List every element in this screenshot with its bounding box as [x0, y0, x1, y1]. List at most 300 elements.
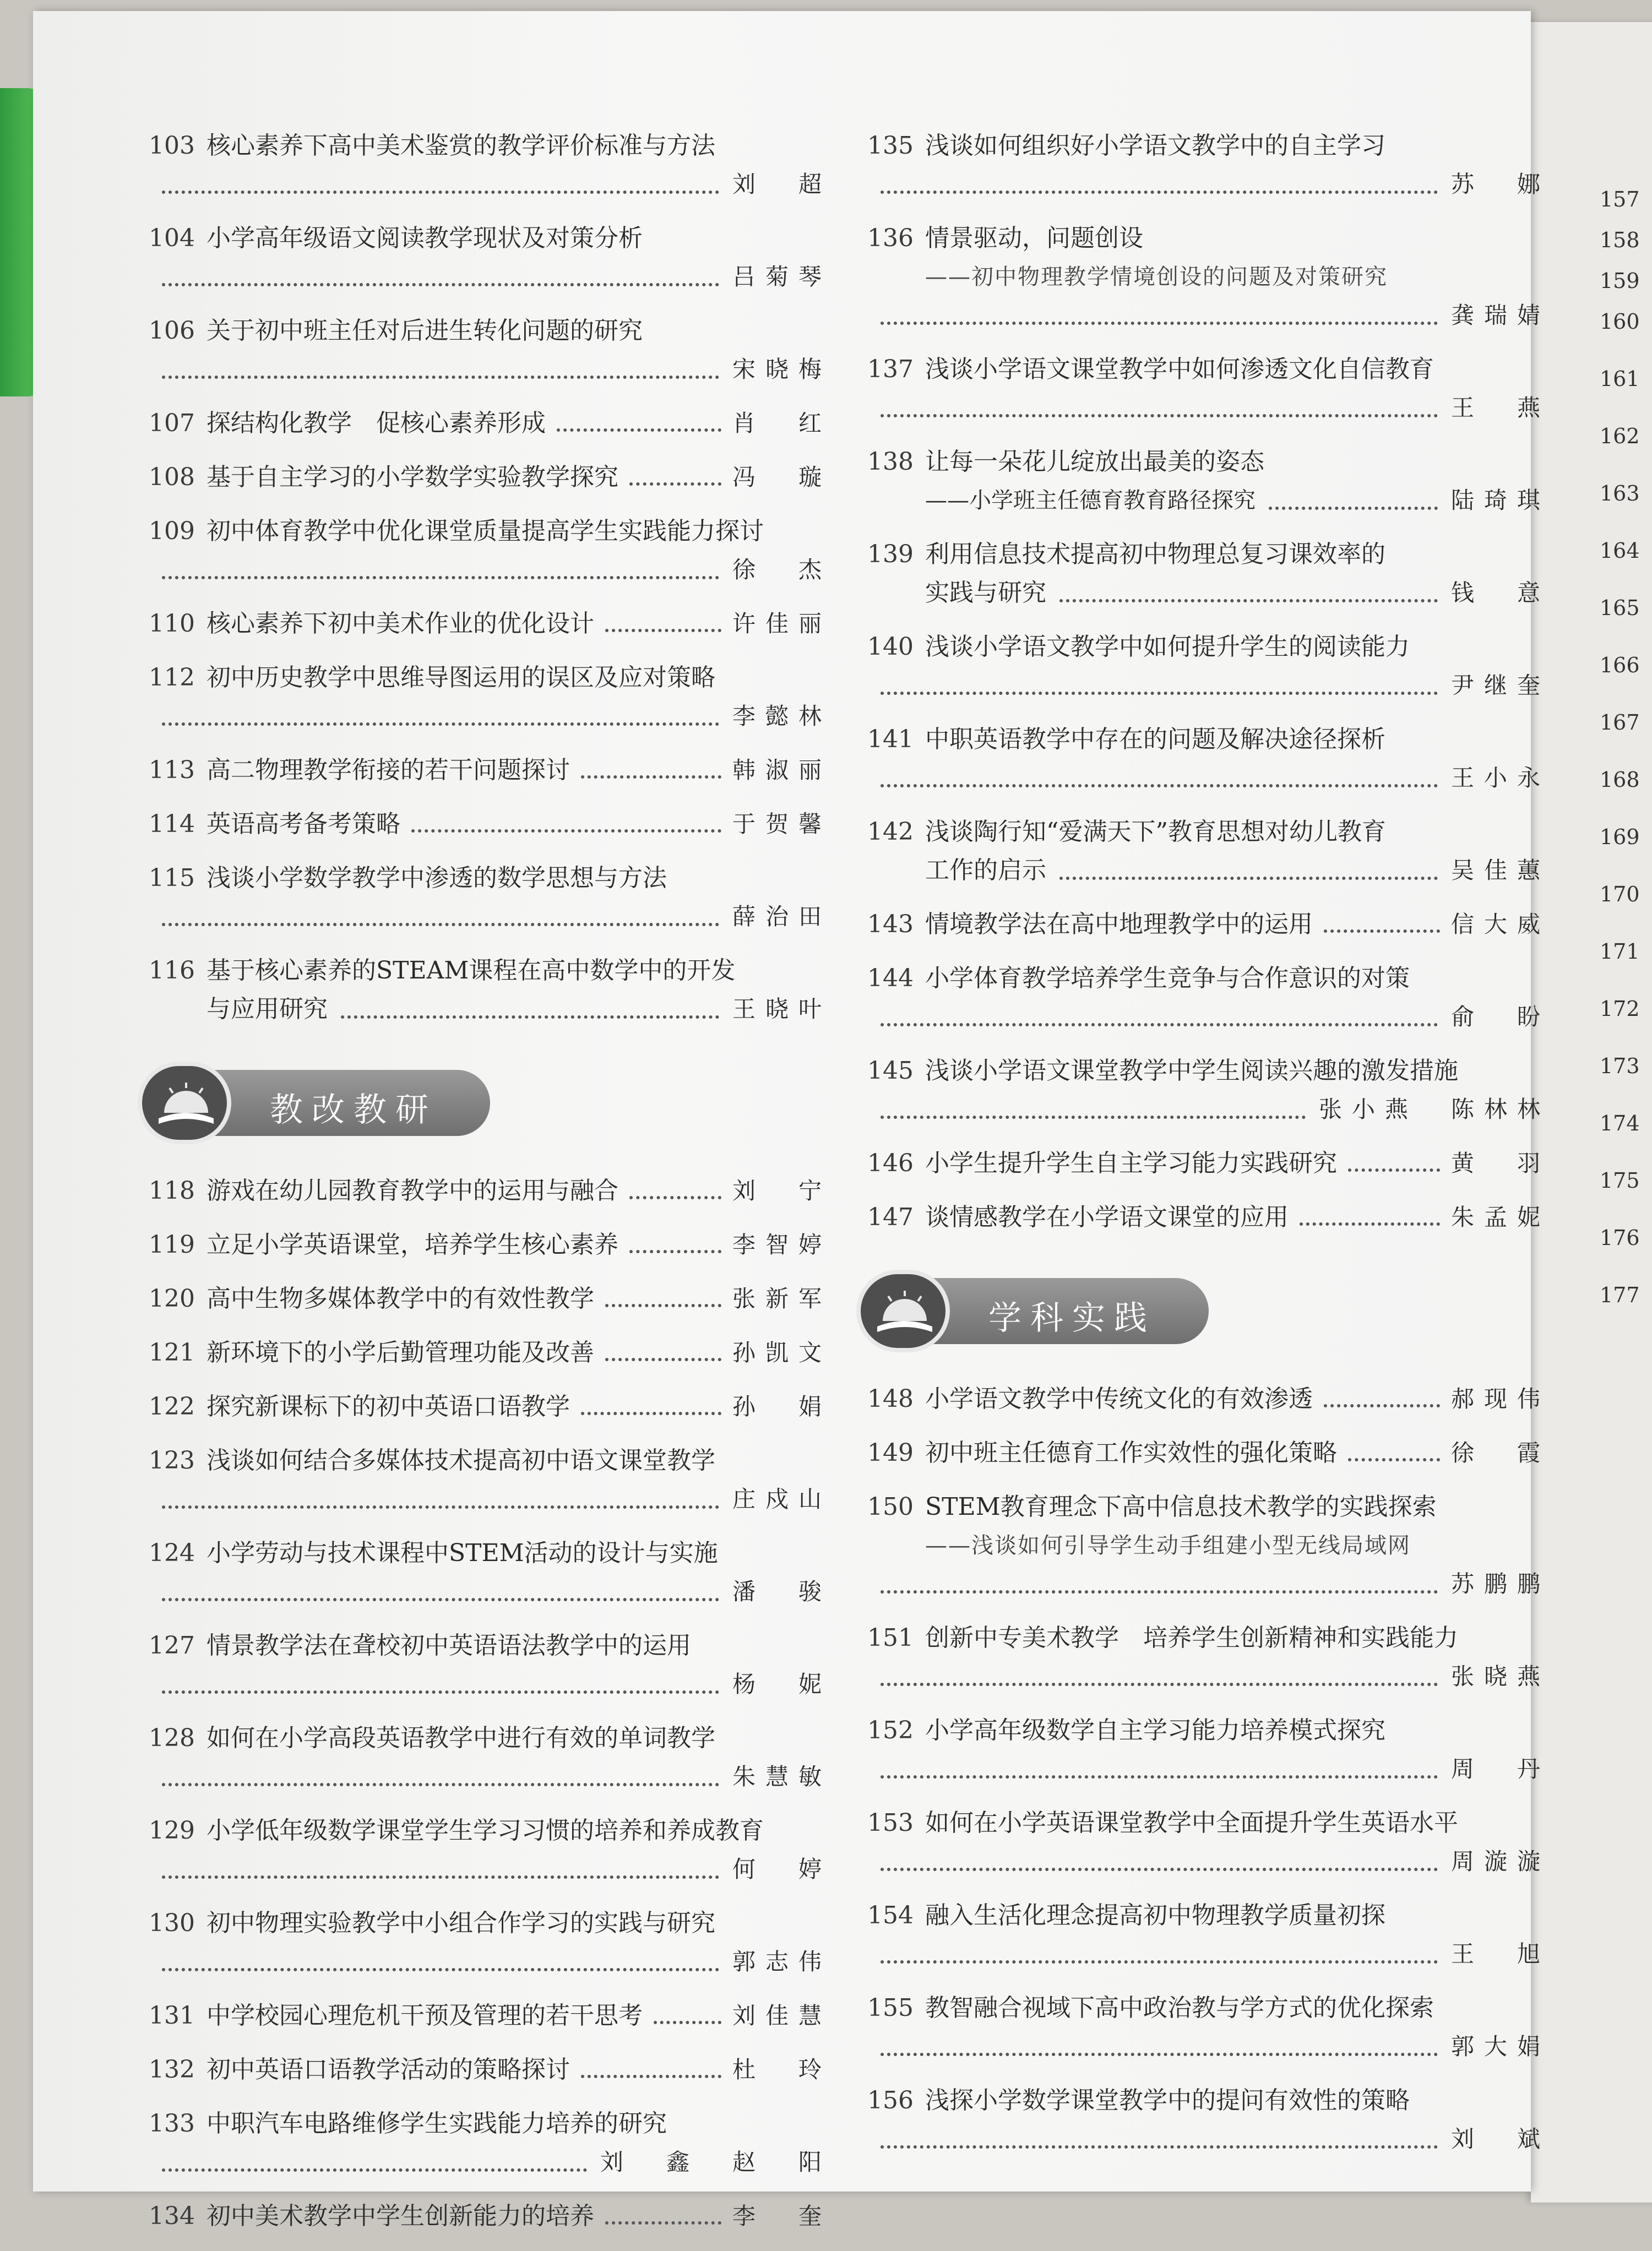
toc-entry — [149, 1388, 832, 1426]
article-title: 利用信息技术提高初中物理总复习课效率的 — [925, 540, 1385, 568]
author-name: 朱慧敏 — [732, 1763, 832, 1790]
toc-entry — [149, 951, 832, 1029]
author-name: 刘 鑫 赵 阳 — [600, 2149, 832, 2176]
toc-entry — [149, 2197, 832, 2236]
toc-entry — [149, 859, 832, 936]
page-number: 106 — [149, 317, 195, 345]
article-title: 小学体育教学培养学生竞争与合作意识的对策 — [925, 964, 1410, 992]
author-name: 郝现伟 — [1450, 1385, 1550, 1412]
edge-page-number: 172 — [1600, 997, 1640, 1021]
page-number: 107 — [149, 409, 195, 437]
dot-leader — [881, 316, 1438, 325]
page-number: 154 — [867, 1901, 914, 1929]
dot-leader — [881, 1110, 1306, 1119]
toc-entry — [867, 813, 1550, 890]
dot-leader — [411, 824, 721, 833]
edge-page-number: 168 — [1600, 768, 1640, 792]
article-title: 浅谈小学语文教学中如何提升学生的阅读能力 — [925, 633, 1410, 661]
toc-entry — [149, 1997, 832, 2035]
toc-entry — [867, 2081, 1550, 2158]
author-line — [867, 1565, 1550, 1603]
section-header-jiaogai — [138, 1062, 490, 1144]
article-title: 谈情感教学在小学语文课堂的应用 — [925, 1203, 1289, 1231]
toc-entry — [867, 1711, 1550, 1788]
toc-entry — [867, 959, 1550, 1036]
page-number: 153 — [867, 1809, 914, 1837]
edge-page-number: 175 — [1600, 1168, 1640, 1193]
toc-entry — [867, 350, 1550, 427]
toc-entry-line — [149, 1997, 832, 2035]
page-number: 142 — [867, 818, 914, 846]
title-continuation-line — [867, 574, 1550, 612]
author-name: 杜 玲 — [732, 2056, 832, 2083]
article-title: 探结构化教学 促核心素养形成 — [206, 409, 546, 437]
author-name: 吕菊琴 — [732, 263, 832, 290]
toc-entry — [149, 1334, 832, 1372]
author-name: 肖 红 — [732, 410, 832, 437]
toc-entry — [867, 443, 1550, 520]
page-number: 143 — [867, 910, 914, 938]
author-name: 张晓燕 — [1450, 1663, 1550, 1690]
toc-entry — [867, 628, 1550, 705]
page-number: 155 — [867, 1994, 914, 2022]
toc-entry-title-line — [867, 2081, 1550, 2120]
author-name: 潘 骏 — [732, 1578, 832, 1605]
edge-page-number: 163 — [1600, 481, 1640, 505]
author-line — [867, 1750, 1550, 1788]
dot-leader — [1324, 924, 1440, 933]
dot-leader — [605, 2216, 721, 2225]
article-title: 高中生物多媒体教学中的有效性教学 — [206, 1285, 594, 1313]
article-title: 情境教学法在高中地理教学中的运用 — [925, 910, 1313, 938]
dot-leader — [881, 1770, 1438, 1779]
toc-entry-title-line — [149, 1719, 832, 1758]
toc-entry — [867, 535, 1550, 612]
author-line — [149, 2143, 832, 2182]
article-title: 小学生提升学生自主学习能力实践研究 — [925, 1149, 1337, 1177]
dot-leader — [881, 1018, 1438, 1026]
toc-entry-title-line — [867, 127, 1550, 165]
section-header-xueke — [856, 1270, 1209, 1352]
article-title: 如何在小学英语课堂教学中全面提升学生英语水平 — [925, 1809, 1458, 1837]
author-line — [149, 1943, 832, 1981]
article-title: 小学高年级语文阅读教学现状及对策分析 — [206, 224, 643, 252]
author-name: 何 婷 — [732, 1856, 832, 1883]
article-title: 探究新课标下的初中英语口语教学 — [206, 1393, 570, 1421]
toc-entry — [149, 1719, 832, 1796]
author-name: 龚瑞婧 — [1450, 302, 1550, 329]
edge-page-number: 165 — [1600, 596, 1640, 620]
toc-entry-title-line — [149, 1442, 832, 1480]
author-name: 张小燕 陈林林 — [1318, 1096, 1550, 1123]
page-number: 103 — [149, 132, 195, 160]
toc-entry-line — [867, 905, 1550, 944]
author-name: 李懿林 — [732, 703, 832, 730]
toc-entry — [149, 1534, 832, 1611]
article-title: 小学低年级数学课堂学生学习习惯的培养和养成教育 — [206, 1817, 764, 1845]
author-name: 信大威 — [1450, 911, 1550, 938]
toc-entry — [867, 1144, 1550, 1183]
toc-entry-title-line — [867, 628, 1550, 666]
author-name: 冯 璇 — [732, 464, 832, 491]
dot-leader — [162, 2163, 587, 2172]
dot-leader — [1300, 1217, 1440, 1226]
article-title: 游戏在幼儿园教育教学中的运用与融合 — [206, 1177, 618, 1205]
article-title-continued: 工作的启示 — [925, 856, 1046, 884]
page-number: 139 — [867, 540, 914, 568]
page-number: 108 — [149, 463, 195, 491]
author-name: 刘 斌 — [1450, 2125, 1550, 2152]
dot-leader — [1269, 501, 1438, 510]
page-number: 147 — [867, 1203, 914, 1231]
page-number: 116 — [149, 956, 195, 985]
page-number: 137 — [867, 355, 914, 383]
page-number: 119 — [149, 1231, 195, 1259]
sun-book-icon — [138, 1062, 231, 1144]
article-title: 融入生活化理念提高初中物理教学质量初探 — [925, 1901, 1385, 1929]
page-number: 123 — [149, 1447, 195, 1475]
dot-leader — [881, 1862, 1438, 1871]
left-entries-top — [149, 127, 832, 1029]
dot-leader — [1324, 1399, 1440, 1407]
article-title: 情景教学法在聋校初中英语语法教学中的运用 — [206, 1632, 691, 1660]
toc-entry-title-line — [149, 312, 832, 350]
dot-leader — [605, 1298, 721, 1307]
subtitle-line — [867, 481, 1550, 520]
dot-leader — [881, 185, 1438, 194]
toc-entry-title-line — [149, 1627, 832, 1665]
author-name: 徐 霞 — [1450, 1439, 1550, 1466]
toc-entry-line — [149, 404, 832, 443]
toc-entry — [149, 404, 832, 443]
dot-leader — [881, 1677, 1438, 1686]
toc-entry-title-line — [149, 659, 832, 697]
dot-leader — [162, 1500, 719, 1509]
author-name: 许佳丽 — [732, 610, 832, 637]
toc-entry-line — [867, 1198, 1550, 1237]
toc-entry-title-line — [149, 219, 832, 258]
toc-entry-line — [867, 1380, 1550, 1418]
dot-leader — [1348, 1453, 1440, 1461]
author-name: 黄 羽 — [1450, 1150, 1550, 1177]
author-line — [867, 389, 1550, 427]
dot-leader — [1059, 594, 1438, 602]
author-line — [149, 165, 832, 204]
dot-leader — [162, 1685, 719, 1694]
toc-entry-title-line — [867, 1619, 1550, 1657]
author-name: 刘 超 — [732, 171, 832, 198]
toc-entry-line — [149, 1226, 832, 1264]
article-title: 基于自主学习的小学数学实验教学探究 — [206, 463, 618, 491]
article-title: 浅谈陶行知“爱满天下”教育思想对幼儿教育 — [925, 818, 1386, 846]
toc-entry-title-line — [149, 1812, 832, 1850]
toc-entry-title-line — [867, 1052, 1550, 1090]
article-title: 立足小学英语课堂，培养学生核心素养 — [206, 1231, 618, 1259]
author-line — [867, 1842, 1550, 1881]
toc-entry-title-line — [149, 127, 832, 165]
dot-leader — [881, 2047, 1438, 2056]
author-name: 钱 意 — [1450, 579, 1550, 606]
toc-entry — [867, 905, 1550, 944]
left-column — [149, 127, 832, 2251]
toc-entry — [149, 458, 832, 497]
author-line — [867, 2027, 1550, 2066]
toc-entry — [867, 1198, 1550, 1237]
toc-entry — [867, 1434, 1550, 1472]
dot-leader — [162, 1870, 719, 1879]
right-column — [867, 127, 1550, 2174]
article-title: 浅探小学数学课堂教学中的提问有效性的策略 — [925, 2086, 1410, 2114]
toc-entry — [149, 805, 832, 844]
edge-page-number: 162 — [1600, 424, 1640, 448]
article-title: 如何在小学高段英语教学中进行有效的单词教学 — [206, 1724, 715, 1752]
left-entries-bottom — [149, 1172, 832, 2236]
page-number: 104 — [149, 224, 195, 252]
right-entries-top — [867, 127, 1550, 1237]
toc-entry-line — [867, 1144, 1550, 1183]
article-title: 中职汽车电路维修学生实践能力培养的研究 — [206, 2109, 667, 2138]
toc-entry-title-line — [867, 1711, 1550, 1750]
edge-page-number: 166 — [1600, 653, 1640, 677]
dot-leader — [581, 1406, 721, 1415]
toc-entry-title-line — [149, 2105, 832, 2143]
toc-entry-title-line — [149, 1534, 832, 1573]
toc-entry-line — [149, 1334, 832, 1372]
toc-entry — [149, 512, 832, 589]
author-name: 张新军 — [732, 1285, 832, 1312]
author-name: 宋晓梅 — [732, 356, 832, 383]
author-line — [867, 296, 1550, 335]
toc-entry — [149, 1442, 832, 1519]
article-title: 浅谈小学语文课堂教学中如何渗透文化自信教育 — [925, 355, 1434, 383]
toc-page — [33, 11, 1550, 2230]
toc-entry-title-line — [149, 951, 832, 990]
edge-page-number: 171 — [1600, 939, 1640, 964]
toc-entry-title-line — [149, 512, 832, 551]
page-number: 156 — [867, 2086, 914, 2114]
page-number: 129 — [149, 1817, 195, 1845]
dot-leader — [162, 370, 719, 379]
toc-entry — [867, 1619, 1550, 1696]
dot-leader — [162, 570, 719, 579]
article-title: 新环境下的小学后勤管理功能及改善 — [206, 1339, 594, 1367]
dot-leader — [162, 917, 719, 926]
author-line — [149, 898, 832, 936]
page-number: 133 — [149, 2109, 195, 2138]
page-number: 124 — [149, 1539, 195, 1567]
toc-entry — [149, 219, 832, 296]
dot-leader — [581, 770, 721, 779]
toc-entry — [149, 751, 832, 790]
article-title: 英语高考备考策略 — [206, 810, 400, 838]
toc-entry — [867, 1380, 1550, 1418]
article-title: 让每一朵花儿绽放出最美的姿态 — [925, 448, 1264, 476]
edge-page-number: 170 — [1600, 882, 1640, 906]
toc-entry-title-line — [867, 813, 1550, 851]
page-number: 145 — [867, 1057, 914, 1085]
page-number: 152 — [867, 1716, 914, 1744]
right-entries-bottom — [867, 1380, 1550, 2158]
toc-entry — [149, 1812, 832, 1889]
article-title-continued: 实践与研究 — [925, 579, 1046, 607]
edge-page-number: 173 — [1600, 1054, 1640, 1078]
dot-leader — [581, 2069, 721, 2078]
section-title: 学科实践 — [988, 1299, 1156, 1337]
edge-page-numbers — [1600, 187, 1640, 1340]
author-name: 韩淑丽 — [732, 757, 832, 784]
dot-leader — [557, 423, 721, 432]
page-number: 150 — [867, 1493, 914, 1521]
dot-leader — [162, 1592, 719, 1601]
author-name: 杨 妮 — [732, 1671, 832, 1698]
toc-entry-line — [149, 605, 832, 643]
article-subtitle: ——小学班主任德育教育路径探究 — [925, 488, 1256, 513]
dot-leader — [341, 1010, 719, 1019]
author-line — [867, 165, 1550, 204]
author-name: 周漩漩 — [1450, 1848, 1550, 1875]
toc-entry-title-line — [149, 859, 832, 898]
page-number: 121 — [149, 1339, 195, 1367]
author-line — [867, 2120, 1550, 2158]
article-title: 浅谈小学数学教学中渗透的数学思想与方法 — [206, 864, 667, 892]
author-line — [149, 1665, 832, 1704]
edge-page-number: 169 — [1600, 825, 1640, 849]
article-title: 情景驱动，问题创设 — [925, 224, 1143, 252]
article-title: 核心素养下初中美术作业的优化设计 — [206, 610, 594, 638]
page-number: 112 — [149, 664, 195, 692]
toc-entry-line — [149, 805, 832, 844]
edge-page-number: 157 — [1600, 187, 1640, 211]
page-number: 109 — [149, 517, 195, 545]
toc-entry-line — [149, 1172, 832, 1210]
dot-leader — [605, 1352, 721, 1361]
page-number: 140 — [867, 633, 914, 661]
author-name: 周 丹 — [1450, 1755, 1550, 1782]
edge-page-number: 176 — [1600, 1226, 1640, 1250]
dot-leader — [881, 1955, 1438, 1964]
page-number: 114 — [149, 810, 195, 838]
article-title: 小学高年级数学自主学习能力培养模式探究 — [925, 1716, 1385, 1744]
author-name: 李智婷 — [732, 1231, 832, 1258]
author-name: 尹继奎 — [1450, 672, 1550, 699]
page-number: 149 — [867, 1439, 914, 1467]
toc-entry — [149, 605, 832, 643]
toc-entry — [149, 659, 832, 736]
edge-page-number: 158 — [1600, 228, 1640, 252]
page-number: 134 — [149, 2202, 195, 2230]
toc-entry-line — [149, 2051, 832, 2089]
dot-leader — [162, 278, 719, 286]
page-number: 127 — [149, 1632, 195, 1660]
edge-page-number: 159 — [1600, 269, 1640, 293]
article-subtitle: ——浅谈如何引导学生动手组建小型无线局域网 — [925, 1533, 1411, 1558]
author-name: 薛治田 — [732, 903, 832, 930]
author-name: 苏鹏鹏 — [1450, 1570, 1550, 1597]
toc-entry — [149, 312, 832, 389]
author-name: 俞 盼 — [1450, 1003, 1550, 1030]
page-number: 130 — [149, 1909, 195, 1937]
author-line — [149, 1573, 832, 1611]
author-line — [867, 998, 1550, 1036]
page-number: 115 — [149, 864, 195, 892]
sun-book-icon — [856, 1270, 950, 1352]
toc-entry — [867, 1052, 1550, 1129]
edge-page-number: 164 — [1600, 539, 1640, 563]
dot-leader — [881, 2140, 1438, 2149]
author-line — [149, 551, 832, 589]
author-line — [867, 666, 1550, 705]
article-title: 教智融合视域下高中政治教与学方式的优化探索 — [925, 1994, 1434, 2022]
toc-entry — [149, 127, 832, 204]
toc-entry — [149, 2051, 832, 2089]
author-name: 王 燕 — [1450, 394, 1550, 421]
author-name: 李 奎 — [732, 2203, 832, 2230]
toc-entry-title-line — [867, 1804, 1550, 1842]
article-title: 创新中专美术教学 培养学生创新精神和实践能力 — [925, 1624, 1458, 1652]
toc-entry — [867, 127, 1550, 204]
author-name: 王小永 — [1450, 764, 1550, 791]
author-name: 刘佳慧 — [732, 2002, 832, 2029]
author-line — [149, 697, 832, 736]
toc-entry — [149, 2105, 832, 2182]
dot-leader — [881, 1585, 1438, 1594]
toc-entry-line — [149, 2197, 832, 2236]
page-number: 128 — [149, 1724, 195, 1752]
author-name: 郭大娟 — [1450, 2033, 1550, 2060]
toc-entry-line — [867, 1434, 1550, 1472]
dot-leader — [162, 1962, 719, 1971]
toc-entry — [149, 1226, 832, 1264]
page-number: 118 — [149, 1177, 195, 1205]
dot-leader — [629, 1244, 721, 1253]
edge-page-number: 174 — [1600, 1111, 1640, 1135]
article-title: 浅谈如何组织好小学语文教学中的自主学习 — [925, 132, 1385, 160]
toc-entry-title-line — [867, 219, 1550, 258]
author-line — [867, 759, 1550, 797]
page-number: 120 — [149, 1285, 195, 1313]
toc-entry-line — [149, 751, 832, 790]
edge-page-number: 177 — [1600, 1283, 1640, 1307]
toc-entry-line — [149, 1280, 832, 1318]
article-title: STEM教育理念下高中信息技术教学的实践探索 — [925, 1493, 1437, 1521]
author-line — [149, 258, 832, 296]
author-name: 孙 娟 — [732, 1393, 832, 1420]
section-title: 教改教研 — [270, 1091, 437, 1129]
dot-leader — [162, 1777, 719, 1786]
dot-leader — [162, 717, 719, 726]
toc-entry-line — [149, 1388, 832, 1426]
dot-leader — [629, 477, 721, 486]
toc-entry-title-line — [867, 535, 1550, 574]
author-line — [867, 1935, 1550, 1973]
toc-entry — [867, 1804, 1550, 1881]
dot-leader — [629, 1190, 721, 1199]
author-name: 陆琦琪 — [1450, 487, 1550, 514]
toc-entry — [867, 1488, 1550, 1603]
dot-leader — [881, 686, 1438, 695]
toc-entry-title-line — [867, 1989, 1550, 2027]
dot-leader — [1348, 1163, 1440, 1172]
dot-leader — [162, 185, 719, 194]
toc-entry — [149, 1627, 832, 1704]
article-title: 初中美术教学中学生创新能力的培养 — [206, 2202, 594, 2230]
article-title: 浅谈如何结合多媒体技术提高初中语文课堂教学 — [206, 1447, 715, 1475]
dot-leader — [1059, 871, 1438, 880]
article-title: 基于核心素养的STEAM课程在高中数学中的开发 — [206, 956, 736, 985]
edge-page-number: 161 — [1600, 367, 1640, 391]
page-number: 138 — [867, 448, 914, 476]
author-name: 王 旭 — [1450, 1940, 1550, 1967]
